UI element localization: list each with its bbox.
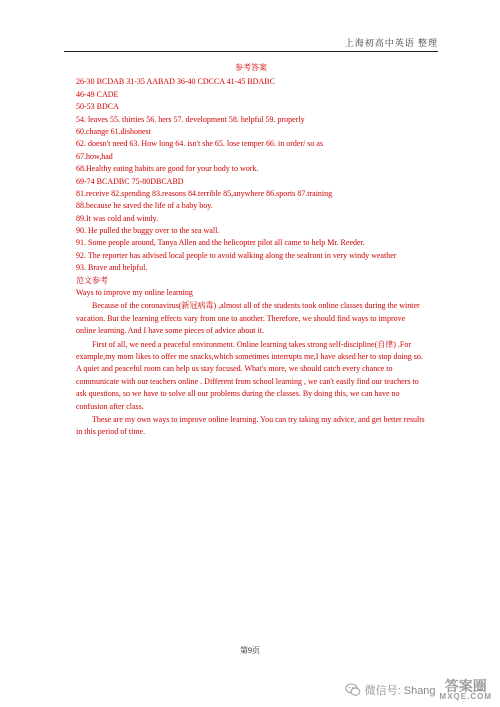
answer-content bbox=[76, 62, 426, 439]
answer-line: 50-53 BDCA bbox=[76, 102, 119, 112]
essay-title: Ways to improve my online learning bbox=[76, 288, 193, 298]
header-divider bbox=[64, 51, 438, 52]
answer-line: 62. doesn't need 63. How long 64. isn't she 65. lose temper 66. in order/ so as bbox=[76, 139, 324, 149]
watermark bbox=[345, 679, 492, 701]
answer-line: 93. Brave and helpful. bbox=[76, 263, 148, 273]
answer-line: 91. Some people around, Tanya Allen and the helicopter pilot all came to help Mr. Reeder. bbox=[76, 238, 365, 248]
watermark-text: 微信号: Shang bbox=[364, 685, 436, 697]
answer-line: 68.Healthy eating habits are good for your body to work. bbox=[76, 164, 259, 174]
answer-line: 54. leaves 55. thirties 56. hers 57. development 58. helpful 59. properly bbox=[76, 114, 305, 124]
watermark-badge-label: 答案圈 bbox=[444, 678, 487, 694]
page-number: 第9页 bbox=[240, 646, 260, 655]
essay-heading: 范文参考 bbox=[76, 275, 108, 285]
essay-paragraph: Because of the coronavirus(新冠病毒) ,almost all of the students took online classes during the winter vacation. But the learning effects vary from one to another. Therefore, we should find ways to improve online learning. And I have some pieces of advice about it. bbox=[76, 301, 420, 336]
essay-paragraph: These are my own ways to improve online learning. You can try taking my advice, and get better results in this period of time. bbox=[76, 414, 425, 437]
wechat-icon bbox=[345, 682, 361, 698]
answer-line: 69-74 BCADBC 75-80DBCABD bbox=[76, 176, 184, 186]
answer-line: 90. He pulled the buggy over to the sea wall. bbox=[76, 226, 220, 236]
watermark-badge bbox=[440, 679, 492, 701]
page-header: 上海初高中英语 整理 bbox=[344, 38, 438, 48]
answer-line: 67.how,had bbox=[76, 151, 113, 161]
answers-title: 参考答案 bbox=[235, 63, 267, 72]
essay-paragraph: First of all, we need a peaceful environment. Online learning takes strong self-discipline(自律) .For example,my mom likes to offer me snacks,which sometimes interrupts me,I have aksed her to stop doing so. A quiet and peaceful room can help us stay focused. What's more, we should catch every chance to communicate with our teachers online . Different from school learning , we can't easily find our teachers to ask questions, so we have to solve all our problems during the classes. By doing this, we can have no confusion after class. bbox=[76, 339, 423, 411]
answer-line: 60.change 61.dishonest bbox=[76, 126, 151, 136]
answer-line: 92. The reporter has advised local people to avoid walking along the seafront in very windy weather bbox=[76, 250, 397, 260]
watermark-badge-domain: MXQE.COM bbox=[439, 692, 492, 701]
answer-line: 88.because he saved the life of a baby boy. bbox=[76, 201, 213, 211]
answer-line: 81.receive 82.spending 83.reasons 84.terrible 85,anywhere 86.sports 87.training bbox=[76, 188, 333, 198]
answer-line: 46-49 CADE bbox=[76, 89, 119, 99]
answer-line: 26-30 BCDAB 31-35 AABAD 36-40 CDCCA 41-45 BDABC bbox=[76, 77, 275, 87]
answer-line: 89.It was cold and windy. bbox=[76, 213, 159, 223]
